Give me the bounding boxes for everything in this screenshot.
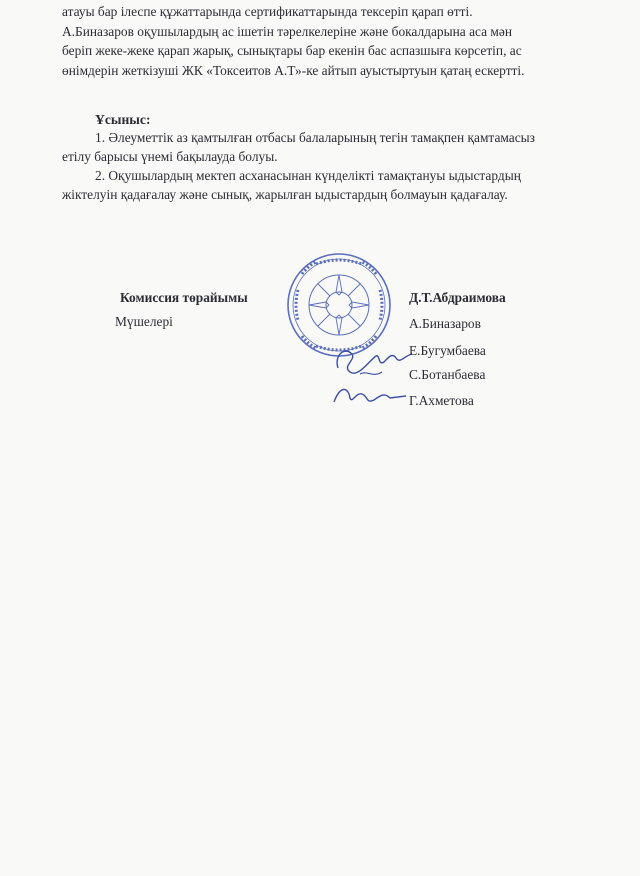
paragraph-line: беріп жеке-жеке қарап жарық, сынықтары бар екенін бас аспазшыға көрсетіп, ас xyxy=(62,43,522,58)
proposals-heading: Ұсыныс: xyxy=(95,112,151,127)
proposal-line: 1. Әлеуметтік аз қамтылған отбасы балаларының тегін тамақпен қамтамасыз xyxy=(95,130,535,145)
paragraph-line: атауы бар ілеспе құжаттарында сертификаттарында тексеріп қарап өтті. xyxy=(62,4,473,19)
signatory-name: Г.Ахметова xyxy=(409,393,474,408)
paragraph-line: өнімдерін жеткізуші ЖК «Токсеитов А.Т»-ке айтып ауыстыртуын қатаң ескертті. xyxy=(62,62,525,78)
signatory-name: Д.Т.Абдраимова xyxy=(409,290,506,305)
proposal-item-2-continued xyxy=(62,185,582,205)
members-label: Мүшелері xyxy=(115,314,173,329)
signature-mark xyxy=(330,338,420,386)
paragraph-line: А.Биназаров оқушылардың ас ішетін тәрелкелеріне және бокалдарына аса мән xyxy=(62,23,513,39)
signatory-name: А.Биназаров xyxy=(409,316,481,331)
signatory-name: С.Ботанбаева xyxy=(409,367,486,382)
proposal-line: етілу барысы үнемі бақылауда болуы. xyxy=(62,149,278,164)
chair-label: Комиссия төрайымы xyxy=(120,290,248,305)
body-paragraph xyxy=(62,2,582,80)
proposal-item-2 xyxy=(95,166,585,186)
signature-mark xyxy=(330,380,410,410)
proposal-line: жіктелуін қадағалау және сынық, жарылған ыдыстардың болмауын қадағалау. xyxy=(62,187,508,202)
proposal-item-1 xyxy=(95,128,585,148)
proposal-line: 2. Оқушылардың мектеп асханасынан күнделікті тамақтануы ыдыстардың xyxy=(95,168,521,183)
signatory-name: Е.Бугумбаева xyxy=(409,343,486,358)
proposal-item-1-continued xyxy=(62,147,582,167)
